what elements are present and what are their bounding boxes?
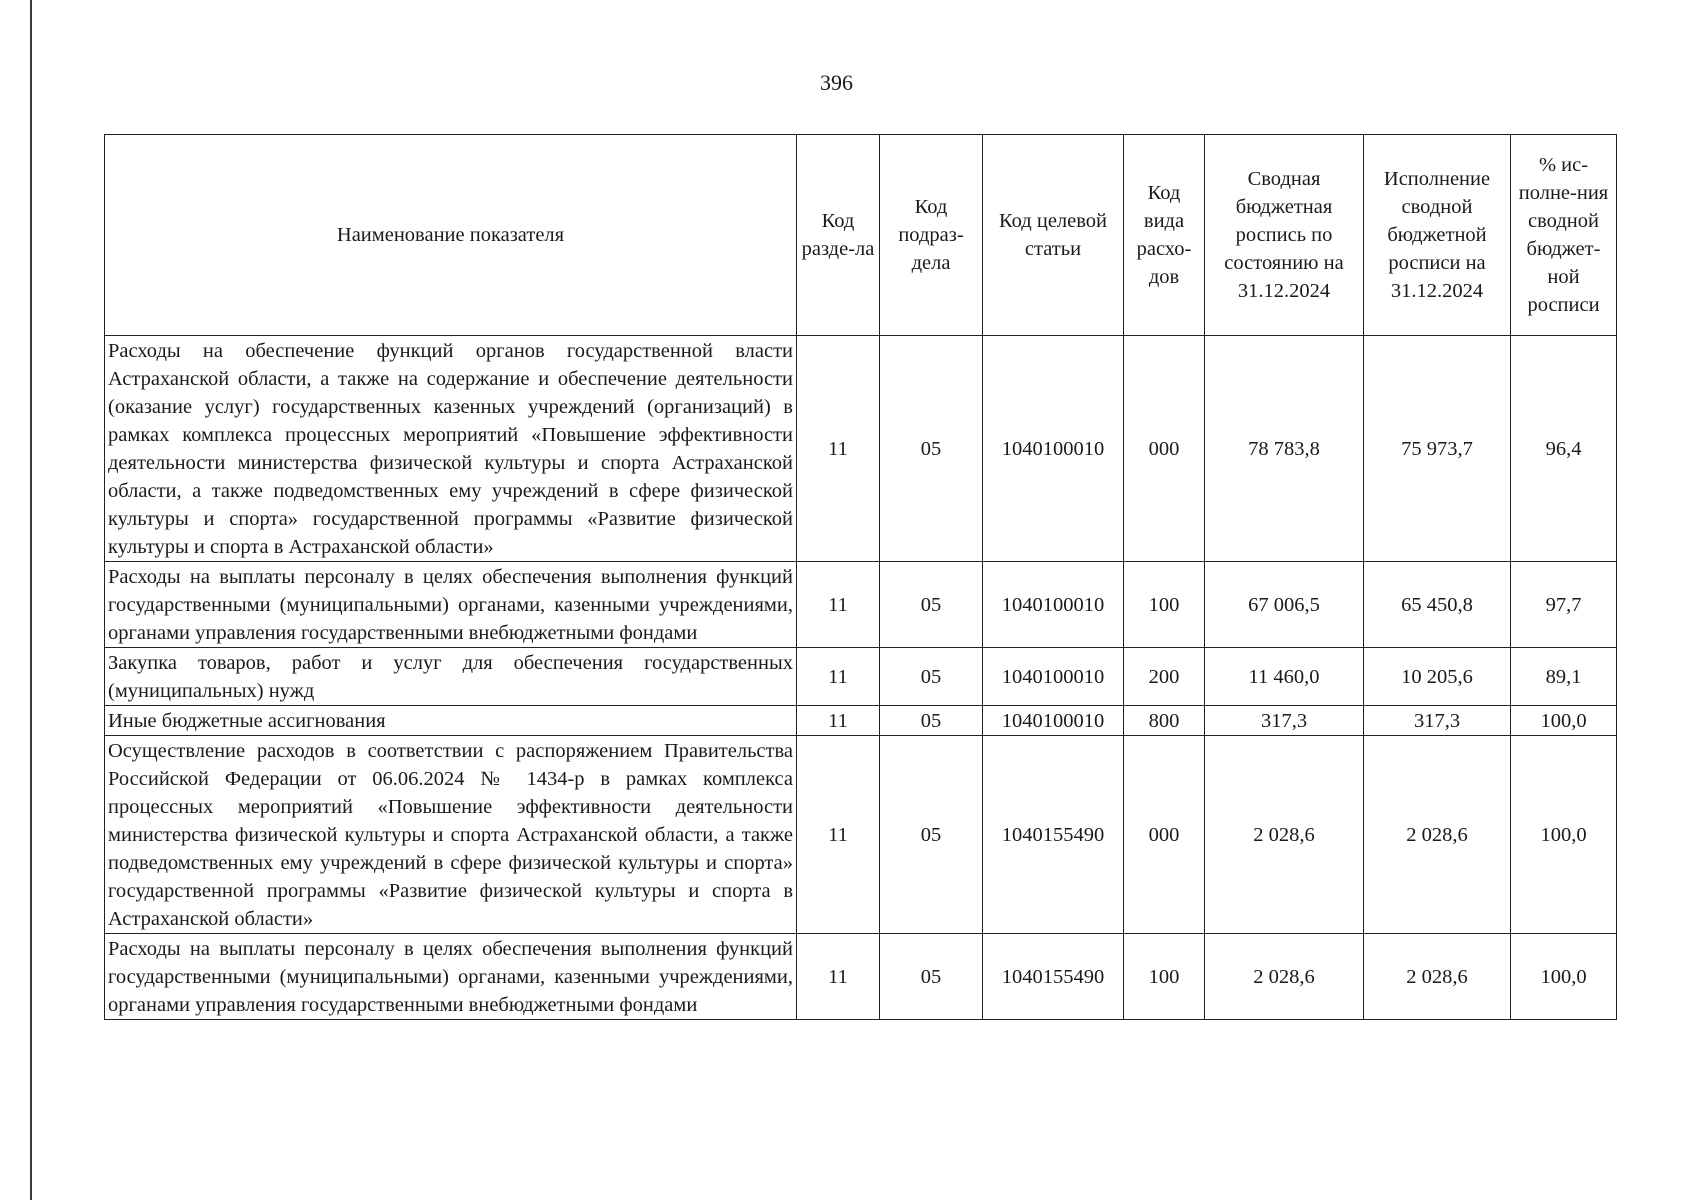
table-row <box>105 934 1617 1020</box>
row-planned-budget: 11 460,0 <box>1205 648 1364 706</box>
row-name: Иные бюджетные ассигнования <box>105 706 797 736</box>
row-expense-type-code: 100 <box>1124 562 1205 648</box>
row-subsection-code: 05 <box>880 562 983 648</box>
header-target-code: Код целевой статьи <box>983 135 1124 336</box>
table-row <box>105 648 1617 706</box>
budget-table <box>104 134 1617 1020</box>
row-executed-budget: 75 973,7 <box>1364 336 1511 562</box>
row-execution-percent: 96,4 <box>1511 336 1617 562</box>
row-subsection-code: 05 <box>880 706 983 736</box>
row-planned-budget: 78 783,8 <box>1205 336 1364 562</box>
row-target-code: 1040155490 <box>983 934 1124 1020</box>
header-section-code: Код разде-ла <box>797 135 880 336</box>
header-planned-budget: Сводная бюджетная роспись по состоянию на 31.12.2024 <box>1205 135 1364 336</box>
table-row <box>105 736 1617 934</box>
row-section-code: 11 <box>797 706 880 736</box>
row-expense-type-code: 200 <box>1124 648 1205 706</box>
header-name: Наименование показателя <box>105 135 797 336</box>
table-row <box>105 562 1617 648</box>
table-row <box>105 336 1617 562</box>
row-target-code: 1040100010 <box>983 336 1124 562</box>
header-subsection-code: Код подраз-дела <box>880 135 983 336</box>
header-executed-budget: Исполнение сводной бюджетной росписи на 31.12.2024 <box>1364 135 1511 336</box>
header-expense-type-code: Код вида расхо-дов <box>1124 135 1205 336</box>
row-planned-budget: 2 028,6 <box>1205 736 1364 934</box>
row-name: Расходы на выплаты персоналу в целях обеспечения выполнения функций государственными (муниципальными) органами, казенными учреждениями, органами управления государственными внебюджетными фондами <box>105 562 797 648</box>
row-name: Осуществление расходов в соответствии с распоряжением Правительства Российской Федерации от 06.06.2024 № 1434-р в рамках комплекса процессных мероприятий «Повышение эффективности деятельности министерства физической культуры и спорта Астраханской области, а также подведомственных ему учреждений в сфере физической культуры и спорта» государственной программы «Развитие физической культуры и спорта в Астраханской области» <box>105 736 797 934</box>
row-expense-type-code: 100 <box>1124 934 1205 1020</box>
row-section-code: 11 <box>797 648 880 706</box>
row-execution-percent: 100,0 <box>1511 934 1617 1020</box>
row-expense-type-code: 800 <box>1124 706 1205 736</box>
table-row <box>105 706 1617 736</box>
row-planned-budget: 317,3 <box>1205 706 1364 736</box>
row-target-code: 1040155490 <box>983 736 1124 934</box>
row-name: Расходы на обеспечение функций органов государственной власти Астраханской области, а также на содержание и обеспечение деятельности (оказание услуг) государственных казенных учреждений (организаций) в рамках комплекса процессных мероприятий «Повышение эффективности деятельности министерства физической культуры и спорта Астраханской области, а также подведомственных ему учреждений в сфере физической культуры и спорта» государственной программы «Развитие физической культуры и спорта в Астраханской области» <box>105 336 797 562</box>
row-subsection-code: 05 <box>880 934 983 1020</box>
row-section-code: 11 <box>797 736 880 934</box>
row-executed-budget: 2 028,6 <box>1364 934 1511 1020</box>
row-name: Закупка товаров, работ и услуг для обеспечения государственных (муниципальных) нужд <box>105 648 797 706</box>
row-executed-budget: 2 028,6 <box>1364 736 1511 934</box>
row-subsection-code: 05 <box>880 648 983 706</box>
row-target-code: 1040100010 <box>983 706 1124 736</box>
row-execution-percent: 89,1 <box>1511 648 1617 706</box>
row-name: Расходы на выплаты персоналу в целях обеспечения выполнения функций государственными (муниципальными) органами, казенными учреждениями, органами управления государственными внебюджетными фондами <box>105 934 797 1020</box>
table-header-row <box>105 135 1617 336</box>
row-execution-percent: 100,0 <box>1511 736 1617 934</box>
row-section-code: 11 <box>797 934 880 1020</box>
row-subsection-code: 05 <box>880 736 983 934</box>
row-expense-type-code: 000 <box>1124 736 1205 934</box>
row-planned-budget: 67 006,5 <box>1205 562 1364 648</box>
margin-line <box>30 0 32 1200</box>
row-target-code: 1040100010 <box>983 648 1124 706</box>
page-number: 396 <box>820 70 853 95</box>
row-executed-budget: 65 450,8 <box>1364 562 1511 648</box>
row-executed-budget: 10 205,6 <box>1364 648 1511 706</box>
row-execution-percent: 100,0 <box>1511 706 1617 736</box>
row-execution-percent: 97,7 <box>1511 562 1617 648</box>
row-subsection-code: 05 <box>880 336 983 562</box>
row-expense-type-code: 000 <box>1124 336 1205 562</box>
row-planned-budget: 2 028,6 <box>1205 934 1364 1020</box>
row-target-code: 1040100010 <box>983 562 1124 648</box>
row-executed-budget: 317,3 <box>1364 706 1511 736</box>
row-section-code: 11 <box>797 562 880 648</box>
header-execution-percent: % ис-полне-ния сводной бюджет-ной росписи <box>1511 135 1617 336</box>
row-section-code: 11 <box>797 336 880 562</box>
